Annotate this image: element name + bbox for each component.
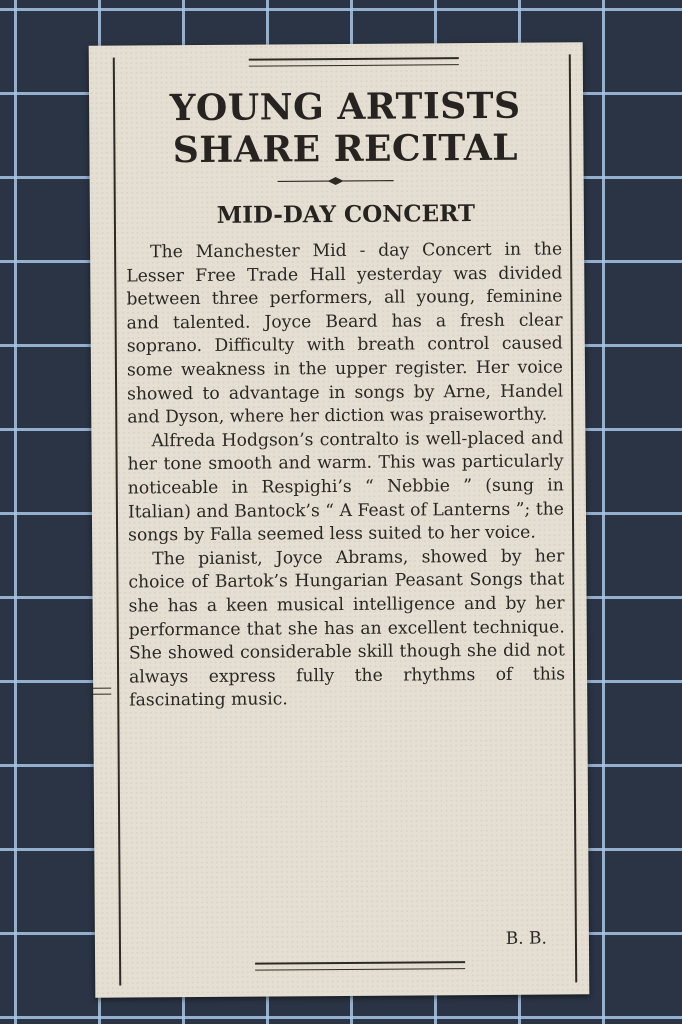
- column-rule-right: [569, 54, 577, 982]
- headline: YOUNG ARTISTS SHARE RECITAL: [169, 84, 521, 172]
- paragraph-1: The Manchester Mid - day Concert in the Lesser Free Trade Hall yesterday was divided between three performers, all young, feminine and talented. Joyce Beard has a fresh clear soprano. Difficulty with breath control caused some weakness in the upper register. Her voice showed to advantage in songs by Arne, Handel and Dyson, where her diction was praiseworthy.: [126, 239, 564, 428]
- divider-ornament: [276, 176, 396, 187]
- newspaper-clipping: [89, 42, 590, 997]
- subheading: MID-DAY CONCERT: [216, 200, 476, 229]
- author-initials: B. B.: [505, 928, 547, 949]
- top-double-rule: [249, 57, 459, 66]
- paragraph-2: Alfreda Hodgson’s contralto is well-placed and her tone smooth and warm. This was particularly noticeable in Respighi’s “ Nebbie ” (sung in Italian) and Bantock’s “ A Feast of Lanterns ”; the songs by Falla seemed less suited to her voice.: [127, 428, 564, 546]
- paragraph-3: The pianist, Joyce Abrams, showed by her choice of Bartok’s Hungarian Peasant Songs that she has a keen musical intelligence and by her performance that she has an excellent technique. She showed considerable skill though she did not always express fully the rhythms of this fascinating music.: [128, 546, 566, 711]
- bottom-double-rule: [255, 961, 465, 970]
- article-body: [126, 238, 565, 713]
- column-marker: [91, 688, 111, 695]
- column-rule-left: [113, 58, 121, 986]
